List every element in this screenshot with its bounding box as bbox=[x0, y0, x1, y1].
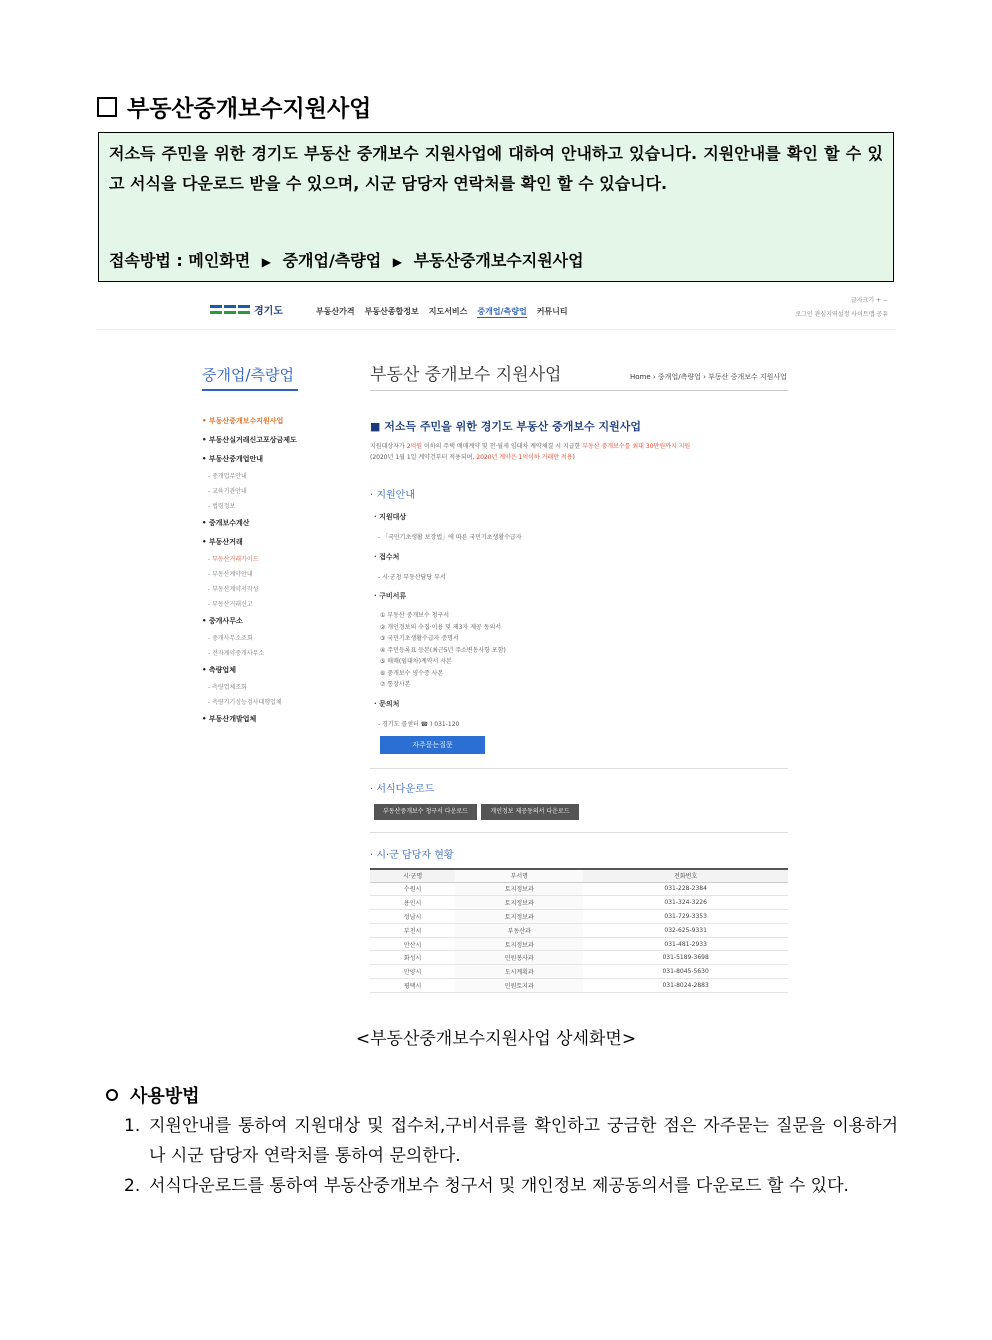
sidebar-subitem[interactable]: - 부동산거래신고 bbox=[208, 601, 253, 608]
doc-item: ② 개인정보의 수집·이용 및 제3자 제공 동의서 bbox=[380, 623, 502, 631]
sidebar-subitem[interactable]: - 중개사무소조회 bbox=[208, 635, 253, 642]
sidebar-subitem[interactable]: - 측량기기성능검사대행업체 bbox=[208, 699, 282, 706]
table-header: 전화번호 bbox=[583, 869, 788, 882]
table-cell: 안산시 bbox=[370, 937, 455, 951]
sidebar-item[interactable]: • 측량업체 bbox=[202, 666, 236, 674]
section-title bbox=[97, 90, 371, 123]
sidebar-title: 중개업/측량업 bbox=[202, 364, 298, 391]
divider bbox=[370, 768, 788, 769]
doc-item: ① 부동산 중개보수 청구서 bbox=[380, 612, 450, 619]
table-cell: 031-324-3226 bbox=[583, 896, 788, 910]
table-cell: 031-729-3353 bbox=[583, 910, 788, 924]
doc-item: ⑤ 매매(임대차)계약서 사본 bbox=[380, 658, 452, 665]
sidebar-subitem[interactable]: - 부동산계약안내 bbox=[208, 571, 253, 578]
sidebar-subitem[interactable]: - 부동산계약서작성 bbox=[208, 586, 259, 593]
table-cell: 민원봉사과 bbox=[455, 951, 583, 965]
nav-item[interactable]: 부동산가격 bbox=[316, 307, 355, 316]
table-header: 시·군명 bbox=[370, 869, 455, 882]
table-cell: 수원시 bbox=[370, 882, 455, 896]
table-row bbox=[370, 937, 788, 951]
table-cell: 민원토지과 bbox=[455, 979, 583, 993]
table-cell: 부동산과 bbox=[455, 923, 583, 937]
sidebar-item[interactable]: • 부동산실거래신고포상금제도 bbox=[202, 436, 297, 444]
intro-text: 저소득 주민을 위한 경기도 부동산 중개보수 지원사업에 대하여 안내하고 있습니다. 지원안내를 확인 할 수 있고 서식을 다운로드 받을 수 있으며, 시군 담당자 연락처를 확인 할 수 있습니다. bbox=[109, 144, 883, 193]
target-label: · 지원대상 bbox=[374, 513, 407, 521]
table-cell: 토지정보과 bbox=[455, 896, 583, 910]
font-size-control[interactable]: 글자크기 + − bbox=[850, 297, 888, 304]
table-cell: 부천시 bbox=[370, 923, 455, 937]
docs-label: · 구비서류 bbox=[374, 592, 407, 600]
table-cell: 031-5189-3698 bbox=[583, 951, 788, 965]
checkbox-square-icon bbox=[97, 97, 117, 117]
table-row bbox=[370, 951, 788, 965]
table-cell: 성남시 bbox=[370, 910, 455, 924]
utility-links bbox=[795, 294, 888, 322]
sidebar-item[interactable]: • 중개보수계산 bbox=[202, 519, 250, 527]
staff-table bbox=[370, 868, 788, 993]
doc-item: ④ 주민등록표 등본(최근5년 주소변동사항 포함) bbox=[380, 646, 506, 654]
usage-title bbox=[106, 1082, 200, 1108]
doc-item: ⑦ 통장사본 bbox=[380, 681, 411, 688]
desc-text: ) bbox=[572, 454, 575, 461]
sidebar-item[interactable]: • 부동산개발업체 bbox=[202, 715, 257, 723]
table-cell: 031-8045-5630 bbox=[583, 965, 788, 979]
usage-title-text: 사용방법 bbox=[130, 1086, 200, 1107]
table-cell: 031-228-2384 bbox=[583, 882, 788, 896]
access-label: 접속방법 : 메인화면 bbox=[109, 251, 251, 270]
download-claim-button[interactable]: 부동산중개보수 청구서 다운로드 bbox=[374, 804, 477, 820]
table-cell: 토지정보과 bbox=[455, 882, 583, 896]
utility-menu[interactable]: 로그인 관심지역설정 사이트맵 공유 bbox=[795, 311, 888, 318]
lead-description bbox=[370, 441, 790, 463]
sidebar-item[interactable]: • 부동산중개업안내 bbox=[202, 455, 264, 463]
intro-box bbox=[98, 132, 894, 282]
desc-highlight: 부동산 중개보수를 최대 30만원까지 지원 bbox=[582, 443, 691, 450]
nav-item-active[interactable]: 중개업/측량업 bbox=[477, 307, 527, 316]
usage-item bbox=[124, 1111, 898, 1171]
sidebar-subitem[interactable]: - 전자계약중개사무소 bbox=[208, 650, 265, 657]
usage-item-number: 1. bbox=[124, 1116, 141, 1136]
sidebar-subitem[interactable]: - 측량업체조회 bbox=[208, 684, 247, 691]
table-cell: 토지정보과 bbox=[455, 937, 583, 951]
faq-button[interactable]: 자주묻는질문 bbox=[380, 736, 485, 754]
usage-item bbox=[124, 1171, 898, 1201]
target-text: - 「국민기초생활 보장법」에 따른 국민기초생활수급자 bbox=[378, 534, 522, 541]
sidebar-item[interactable]: • 부동산거래 bbox=[202, 538, 243, 546]
circle-bullet-icon bbox=[106, 1089, 118, 1101]
table-cell: 용인시 bbox=[370, 896, 455, 910]
table-row bbox=[370, 910, 788, 924]
table-cell: 안양시 bbox=[370, 965, 455, 979]
page-title: 부동산 중개보수 지원사업 bbox=[370, 365, 562, 385]
desc-highlight: 2억원 bbox=[406, 443, 423, 450]
table-cell: 031-481-2933 bbox=[583, 937, 788, 951]
desc-highlight: 2020년 계약은 1억이하 거래만 적용 bbox=[476, 454, 573, 461]
arrow-right-icon: ▶ bbox=[392, 255, 402, 269]
staff-heading: · 시·군 담당자 현황 bbox=[370, 850, 454, 861]
table-cell: 031-8024-2883 bbox=[583, 979, 788, 993]
sidebar-subitem[interactable]: - 교육기관안내 bbox=[208, 488, 247, 495]
table-cell: 032-625-9331 bbox=[583, 923, 788, 937]
support-heading: · 지원안내 bbox=[370, 490, 415, 501]
sidebar-subitem[interactable]: - 중개업무안내 bbox=[208, 473, 247, 480]
table-cell: 도시계획과 bbox=[455, 965, 583, 979]
table-row bbox=[370, 896, 788, 910]
download-consent-button[interactable]: 개인정보 제공동의서 다운로드 bbox=[481, 804, 579, 820]
table-row bbox=[370, 923, 788, 937]
table-row bbox=[370, 965, 788, 979]
table-cell: 평택시 bbox=[370, 979, 455, 993]
office-text: - 시·군청 부동산담당 부서 bbox=[378, 574, 446, 581]
access-step-1: 중개업/측량업 bbox=[282, 251, 382, 270]
doc-item: ③ 국민기초생활수급자 증명서 bbox=[380, 635, 459, 642]
website-screenshot bbox=[96, 290, 896, 998]
gyeonggi-logo[interactable] bbox=[210, 302, 283, 317]
nav-item[interactable]: 지도서비스 bbox=[428, 307, 468, 316]
download-heading: · 서식다운로드 bbox=[370, 784, 435, 795]
logo-mark-icon bbox=[210, 305, 250, 314]
logo-text: 경기도 bbox=[254, 306, 283, 317]
desc-text: 이하의 주택 매매계약 및 전·월세 임대차 계약체결 시 지급한 bbox=[422, 443, 583, 450]
table-row bbox=[370, 979, 788, 993]
sidebar-subitem[interactable]: - 법령정보 bbox=[208, 503, 236, 510]
contact-label: · 문의처 bbox=[374, 700, 400, 708]
docs-list bbox=[380, 610, 506, 691]
usage-item-text: 지원안내를 통하여 지원대상 및 접수처,구비서류를 확인하고 궁금한 점은 자주묻는 질문을 이용하거나 시군 담당자 연락처를 통하여 문의한다. bbox=[149, 1116, 898, 1166]
office-label: · 접수처 bbox=[374, 553, 400, 561]
desc-text: 지원대상자가 bbox=[370, 443, 407, 450]
usage-list bbox=[124, 1111, 898, 1201]
nav-item[interactable]: 커뮤니티 bbox=[536, 307, 568, 316]
sidebar-item[interactable]: • 부동산중개보수지원사업 bbox=[202, 417, 284, 425]
desc-text: (2020년 1월 1일 계약건부터 적용되며, bbox=[370, 454, 477, 461]
contact-text: - 경기도 콜센터 ☎ ) 031-120 bbox=[378, 721, 460, 728]
divider bbox=[370, 390, 788, 391]
nav-item[interactable]: 부동산종합정보 bbox=[364, 307, 419, 316]
sidebar-menu bbox=[202, 412, 332, 729]
access-path bbox=[109, 246, 584, 277]
lead-heading: ■ 저소득 주민을 위한 경기도 부동산 중개보수 지원사업 bbox=[370, 420, 641, 433]
site-header bbox=[96, 290, 896, 330]
table-cell: 토지정보과 bbox=[455, 910, 583, 924]
top-nav bbox=[316, 306, 568, 318]
table-row bbox=[370, 882, 788, 896]
arrow-right-icon: ▶ bbox=[261, 255, 271, 269]
table-cell: 화성시 bbox=[370, 951, 455, 965]
sidebar-item[interactable]: • 중개사무소 bbox=[202, 617, 243, 625]
sidebar-subitem[interactable]: - 부동산거래가이드 bbox=[208, 556, 259, 563]
breadcrumb: Home › 중개업/측량업 › 부동산 중개보수 지원사업 bbox=[630, 373, 787, 381]
section-title-text: 부동산중개보수지원사업 bbox=[127, 96, 372, 122]
access-step-2: 부동산중개보수지원사업 bbox=[413, 251, 584, 270]
usage-item-number: 2. bbox=[124, 1176, 141, 1196]
table-header: 부서명 bbox=[455, 869, 583, 882]
doc-item: ⑥ 중개보수 영수증 사본 bbox=[380, 669, 444, 677]
divider bbox=[370, 832, 788, 833]
usage-item-text: 서식다운로드를 통하여 부동산중개보수 청구서 및 개인정보 제공동의서를 다운로드 할 수 있다. bbox=[149, 1176, 849, 1196]
figure-caption: <부동산중개보수지원사업 상세화면> bbox=[355, 1029, 637, 1049]
